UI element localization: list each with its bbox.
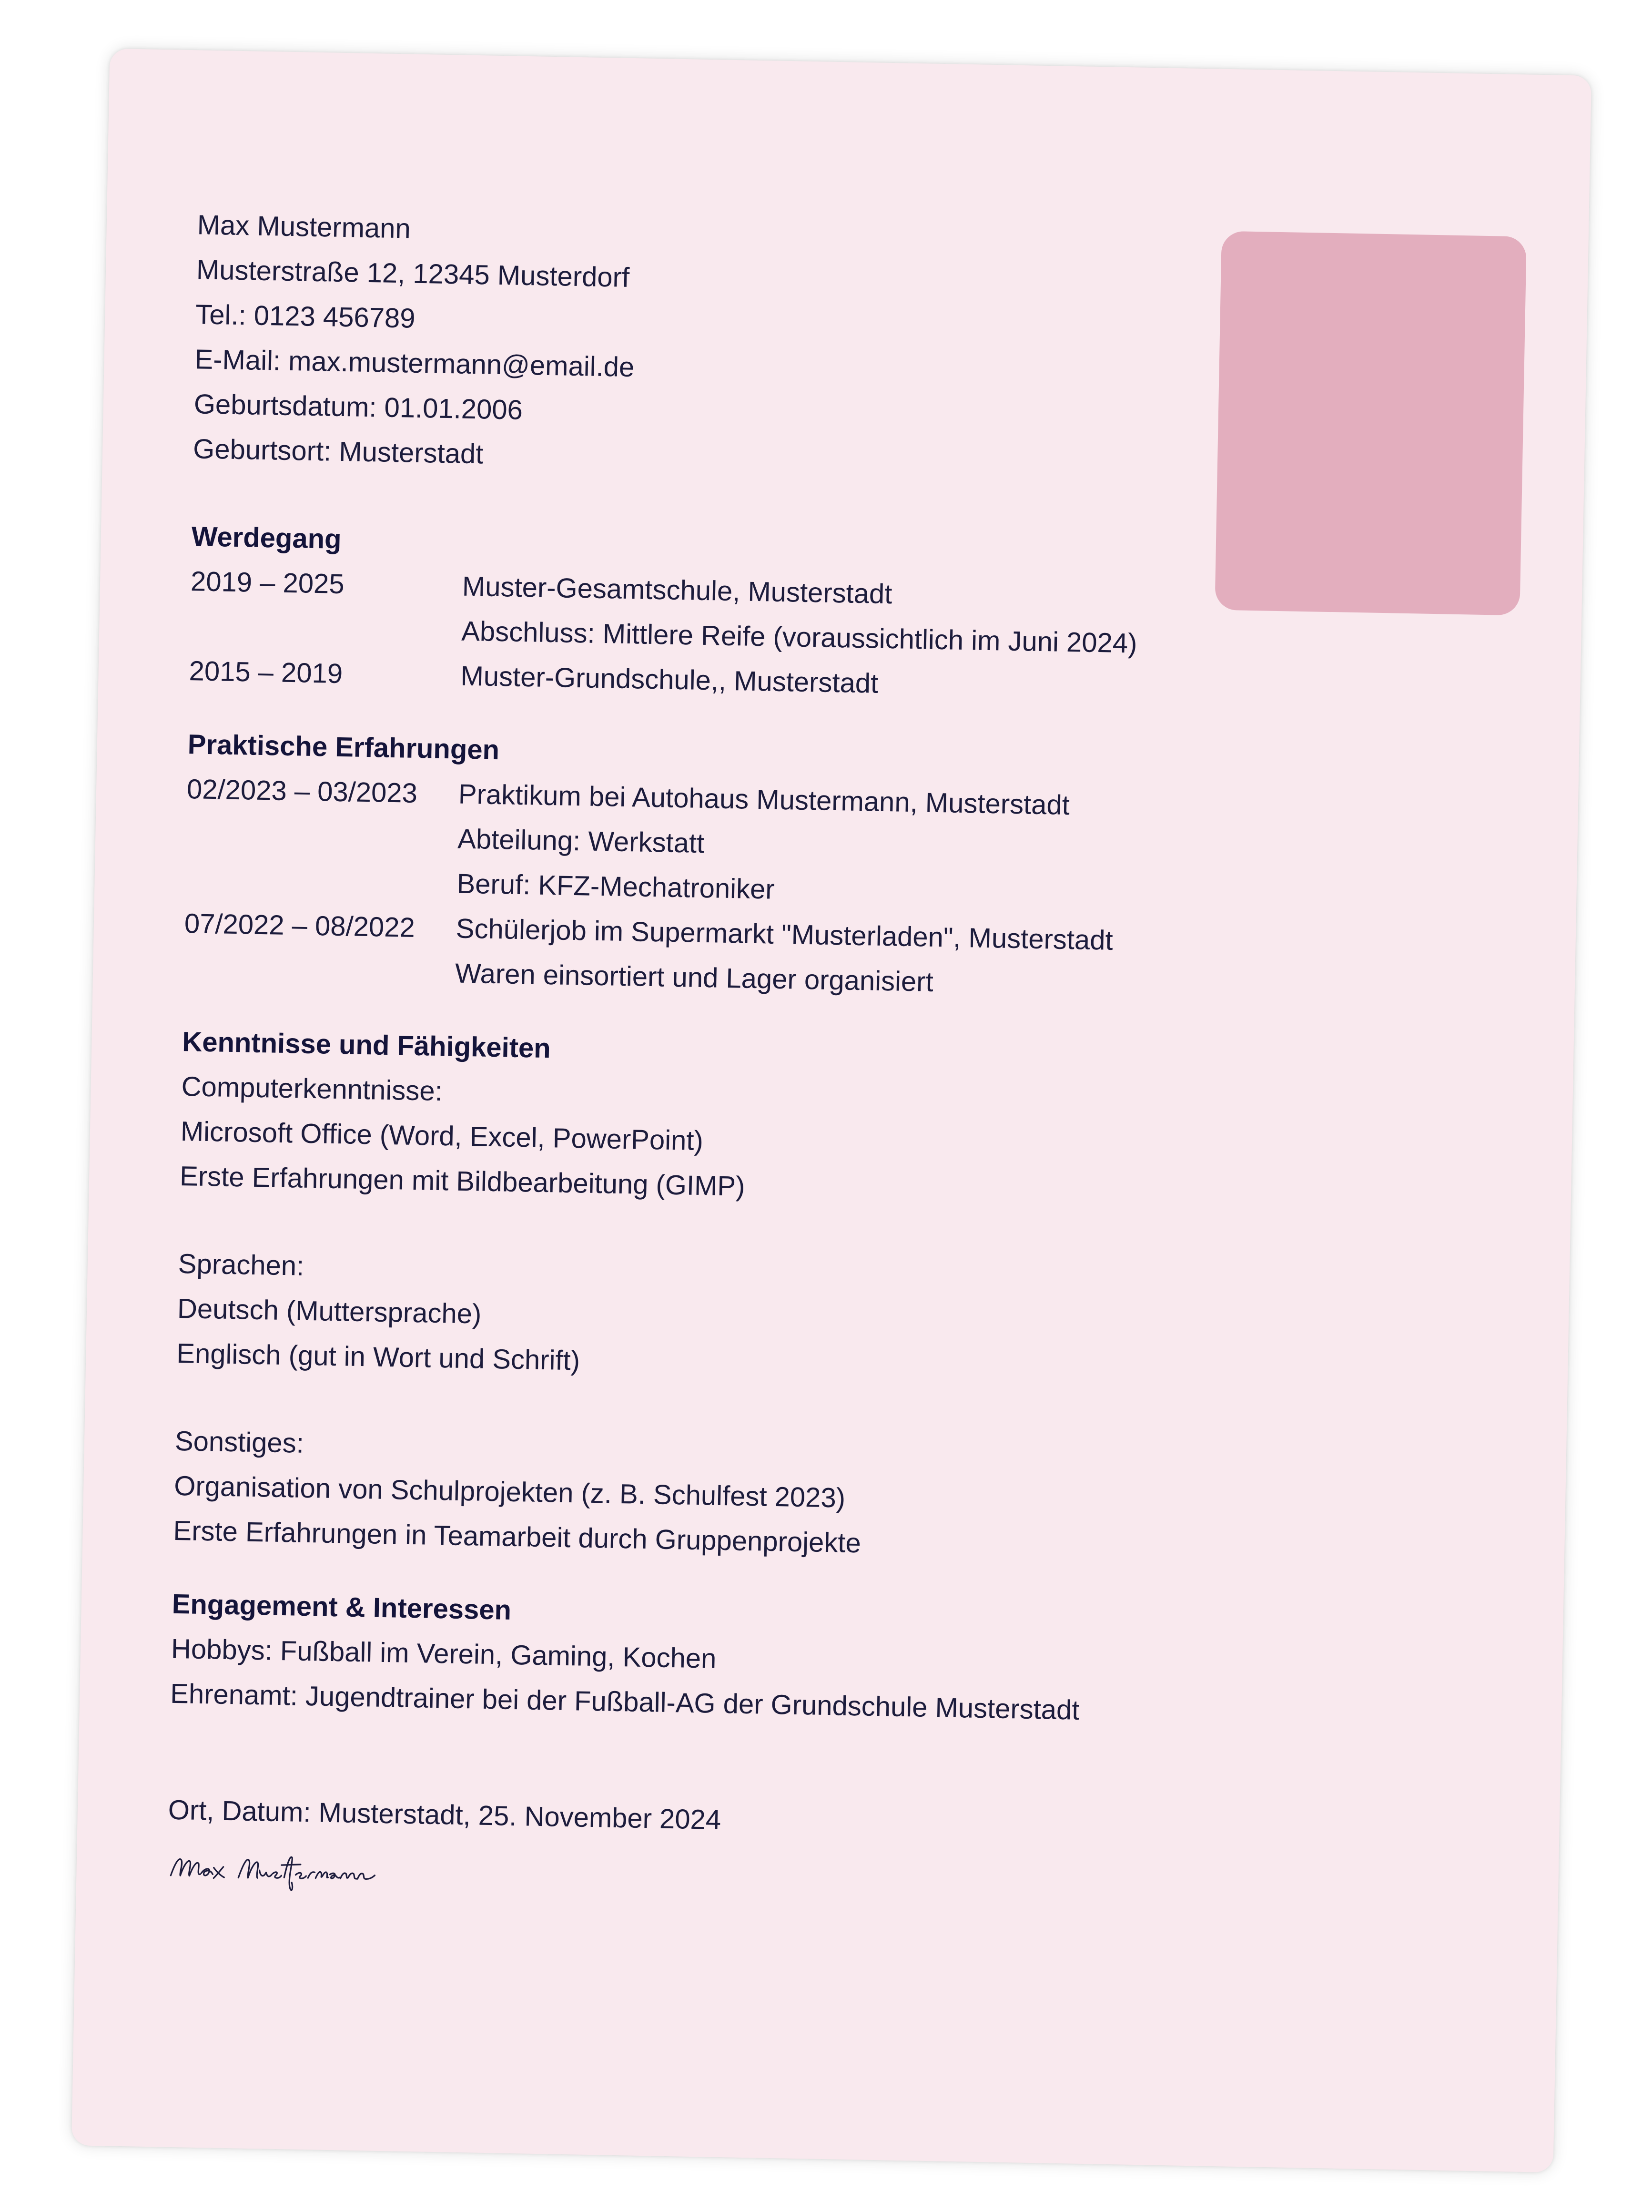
signature (166, 1842, 405, 1904)
skills-other-label: Sonstiges: (174, 1425, 304, 1459)
birthplace: Geburtsort: Musterstadt (193, 433, 484, 470)
experience-entry (183, 901, 1185, 1009)
experience-period: 07/2022 – 08/2022 (184, 908, 416, 943)
skills-computer-label: Computerkenntnisse: (181, 1070, 443, 1107)
address: Musterstraße 12, 12345 Musterdorf (196, 254, 630, 293)
engagement-section (170, 1582, 1173, 1734)
experience-detail: Praktikum bei Autohaus Mustermann, Musterstadt (458, 778, 1070, 821)
experience-detail: Schülerjob im Supermarkt "Musterladen", Musterstadt (456, 913, 1114, 956)
experience-detail: Beruf: KFZ-Mechatroniker (456, 868, 775, 905)
engagement-heading: Engagement & Interessen (172, 1588, 512, 1626)
personal-info (193, 203, 1198, 489)
engagement-volunteer: Ehrenamt: Jugendtrainer bei der Fußball-AG der Grundschule Musterstadt (170, 1678, 1080, 1726)
career-heading: Werdegang (191, 521, 342, 555)
career-section (189, 514, 1193, 712)
experience-heading: Praktische Erfahrungen (187, 729, 500, 766)
career-entry (190, 559, 1192, 667)
cv-content (166, 203, 1198, 1917)
skills-computer-item: Erste Erfahrungen mit Bildbearbeitung (GIMP) (179, 1160, 745, 1202)
experience-detail: Abteilung: Werkstatt (457, 823, 705, 859)
skills-heading: Kenntnisse und Fähigkeiten (182, 1026, 551, 1064)
career-detail: Muster-Grundschule,, Musterstadt (460, 660, 879, 699)
career-period: 2019 – 2025 (190, 566, 345, 600)
skills-languages-label: Sprachen: (178, 1248, 304, 1282)
name: Max Mustermann (197, 209, 411, 245)
cv-page (71, 49, 1591, 2172)
place-date: Ort, Datum: Musterstadt, 25. November 2024 (168, 1794, 721, 1835)
photo-placeholder (1215, 231, 1526, 616)
skills-language-item: Englisch (gut in Wort und Schrift) (176, 1337, 580, 1376)
skills-other-item: Organisation von Schulprojekten (z. B. Schulfest 2023) (173, 1470, 846, 1514)
skills-other-item: Erste Erfahrungen in Teamarbeit durch Gruppenprojekte (173, 1515, 861, 1559)
career-detail: Muster-Gesamtschule, Musterstadt (462, 571, 892, 610)
experience-section (183, 722, 1188, 1009)
phone: Tel.: 0123 456789 (195, 299, 416, 334)
career-period: 2015 – 2019 (189, 655, 343, 690)
engagement-hobbies: Hobbys: Fußball im Verein, Gaming, Kochen (171, 1633, 717, 1674)
experience-period: 02/2023 – 03/2023 (186, 774, 418, 809)
experience-entry (185, 767, 1188, 919)
skills-section (173, 1019, 1183, 1571)
skills-language-item: Deutsch (Muttersprache) (177, 1293, 482, 1330)
skills-computer-item: Microsoft Office (Word, Excel, PowerPoint) (180, 1115, 704, 1157)
experience-detail: Waren einsortiert und Lager organisiert (455, 958, 934, 998)
birthdate: Geburtsdatum: 01.01.2006 (193, 388, 523, 426)
email: E-Mail: max.mustermann@email.de (194, 344, 635, 383)
career-detail: Abschluss: Mittlere Reife (voraussichtlich im Juni 2024) (461, 615, 1137, 659)
